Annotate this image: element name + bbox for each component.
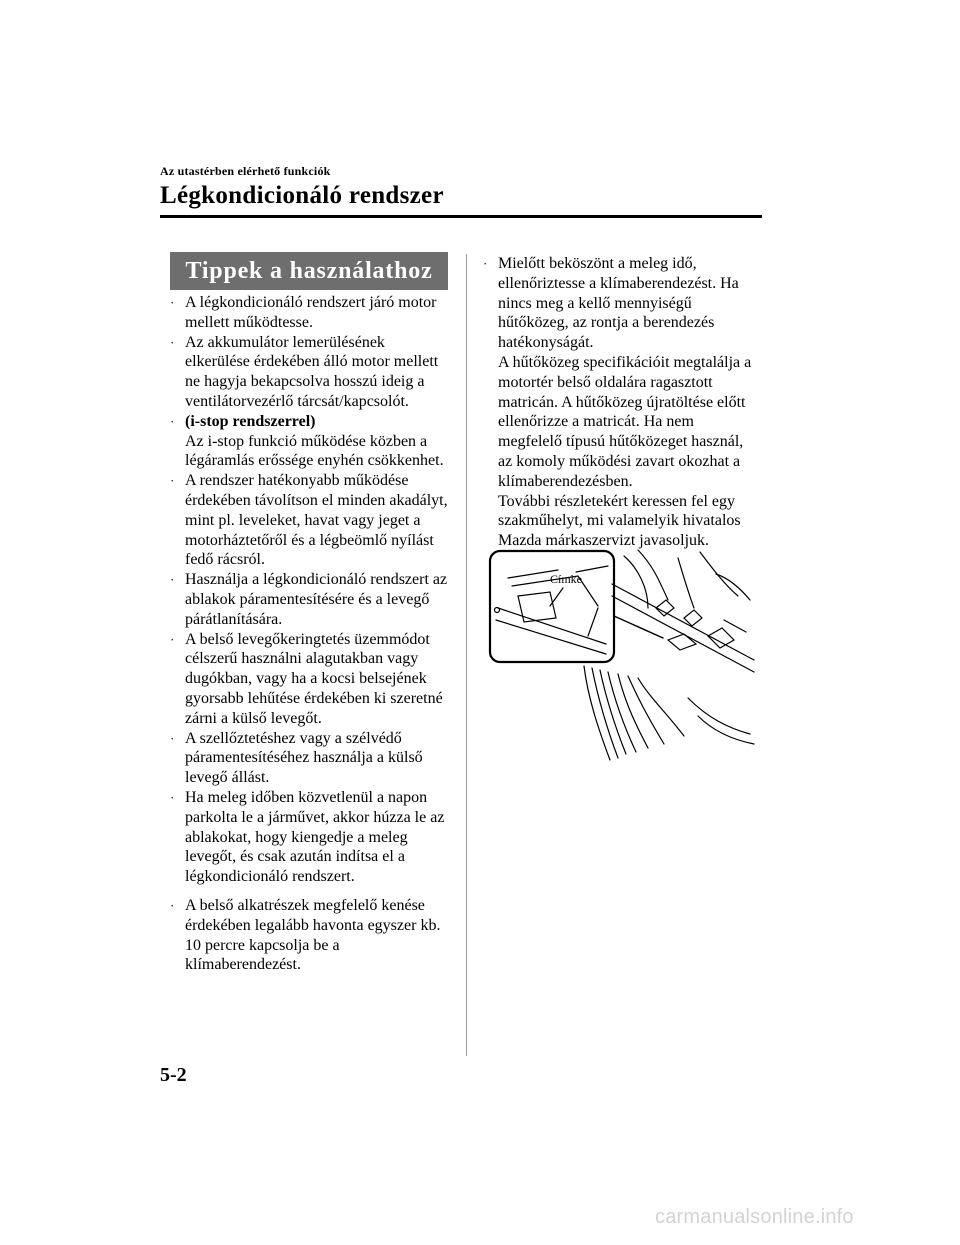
tip-item [170,896,458,975]
tip-text-line: matricán. A hűtőközeg újratöltése előtt [498,393,746,411]
tip-heading: (i-stop rendszerrel) [185,412,316,430]
tips-banner: Tippek a használathoz [170,252,448,290]
tip-item [170,570,458,629]
tip-text-line: A rendszer hatékonyabb működése [185,472,409,490]
bullet-dot: · [170,789,175,805]
tip-text-line: ellenőriztesse a klímaberendezést. Ha [498,274,739,292]
tip-text-line: A belső levegőkeringtetés üzemmódot [185,630,430,648]
tip-item [170,333,458,412]
tip-text-line: Az i-stop funkció működése közben a [185,432,428,450]
watermark: carmanualsonline.info [655,1206,854,1228]
chapter-title: Légkondicionáló rendszer [160,182,444,209]
tip-text-line: páramentesítéséhez használja a külső [185,749,423,767]
tip-text-line: A belső alkatrészek megfelelő kenése [185,896,425,914]
tip-text-line: A hűtőközeg specifikációit megtalálja a [498,353,752,371]
tip-text-line: ablakokat, hogy kiengedje a meleg [185,828,408,846]
tip-text-line: gyorsabb lehűtése érdekében ki szeretné [185,689,443,707]
bullet-dot: · [483,256,488,271]
bullet-dot: · [170,897,175,913]
tip-text-line: A légkondicionáló rendszert járó motor [185,294,437,311]
tip-item [170,412,458,471]
tip-item [170,788,458,887]
tip-item [483,254,763,551]
tip-text-line: Az akkumulátor lemerülésének [185,333,385,351]
tip-text-line: szakműhelyt, mi valamelyik hivatalos [498,512,741,530]
tip-text-line: levegő állást. [185,769,270,787]
engine-bay-label-figure [488,548,758,770]
tip-item [170,729,458,788]
tip-text-line: Használja a légkondicionáló rendszert az [185,571,448,589]
tip-text-line: dugókban, vagy ha a kocsi belsejének [185,670,427,688]
tip-text-line: az komoly működési zavart okozhat a [498,452,741,470]
tip-text-line: Ha meleg időben közvetlenül a napon [185,788,428,806]
tip-text-line: légáramlás erőssége enyhén csökkenhet. [185,452,444,470]
tip-text-line: A szellőztetéshez vagy a szélvédő [185,729,402,747]
tip-text-line: nincs meg a kellő mennyiségű [498,294,692,312]
tip-text-line: 10 percre kapcsolja be a [185,936,340,954]
tips-right-column [483,254,763,551]
tip-text-line: megfelelő típusú hűtőközeget használ, [498,433,744,451]
column-divider [466,254,467,1056]
tip-item [170,630,458,729]
title-rule [160,215,762,218]
tip-text-line: Mielőtt beköszönt a meleg idő, [498,255,697,272]
tip-text-line: hűtőközeg, az rontja a berendezés [498,314,715,332]
tip-text-line: célszerű használni alagutakban vagy [185,650,419,668]
tip-text-line: További részletekért keressen fel egy [498,492,735,510]
tip-text-line: légkondicionáló rendszert. [185,868,355,886]
tip-text-line: érdekében legalább havonta egyszer kb. [185,916,441,934]
tip-item [170,471,458,570]
section-label: Az utastérben elérhető funkciók [160,164,331,178]
tip-spacer [170,887,458,896]
bullet-dot: · [170,295,175,310]
tip-text-line: Mazda márkaszervizt javasoljuk. [498,532,710,550]
tip-text-line: ventilátorvezérlő tárcsát/kapcsolót. [185,392,409,410]
tip-text-line: klímaberendezést. [185,956,301,974]
tip-text-line: motortér belső oldalára ragasztott [498,373,713,391]
tip-text-line: ellenőrizze a matricát. Ha nem [498,413,694,431]
tip-text-line: ablakok páramentesítésére és a levegő [185,590,430,608]
tip-text-line: érdekében távolítson el minden akadályt, [185,491,448,509]
tip-item [170,293,458,333]
bullet-dot: · [170,473,175,489]
tips-left-column [170,293,458,975]
figure-callout-label: Címke [550,572,582,586]
bullet-dot: · [170,631,175,647]
tip-text-line: levegőt, és csak azután indítsa el a [185,848,405,866]
tip-text-line: elkerülése érdekében álló motor mellett [185,353,439,371]
tip-text-line: mint pl. leveleket, havat vagy jeget a [185,511,421,529]
bullet-dot: · [170,730,175,746]
tip-text-line: párátlanítására. [185,610,283,628]
tip-text-line: parkolta le a járművet, akkor húzza le az [185,808,445,826]
tip-text-line: mellett működtesse. [185,313,313,331]
page-number: 5-2 [160,1064,187,1086]
tip-text-line: motorháztetőről és a légbeömlő nyílást [185,531,434,549]
bullet-dot: · [170,334,175,350]
tip-text-line: klímaberendezésben. [498,472,633,490]
tip-text-line: fedő rácsról. [185,551,265,569]
bullet-dot: · [170,572,175,588]
tip-text-line: zárni a külső levegőt. [185,709,322,727]
tip-text-line: ne hagyja bekapcsolva hosszú ideig a [185,373,425,391]
bullet-dot: · [170,413,175,429]
tip-text-line: hatékonyságát. [498,334,594,352]
